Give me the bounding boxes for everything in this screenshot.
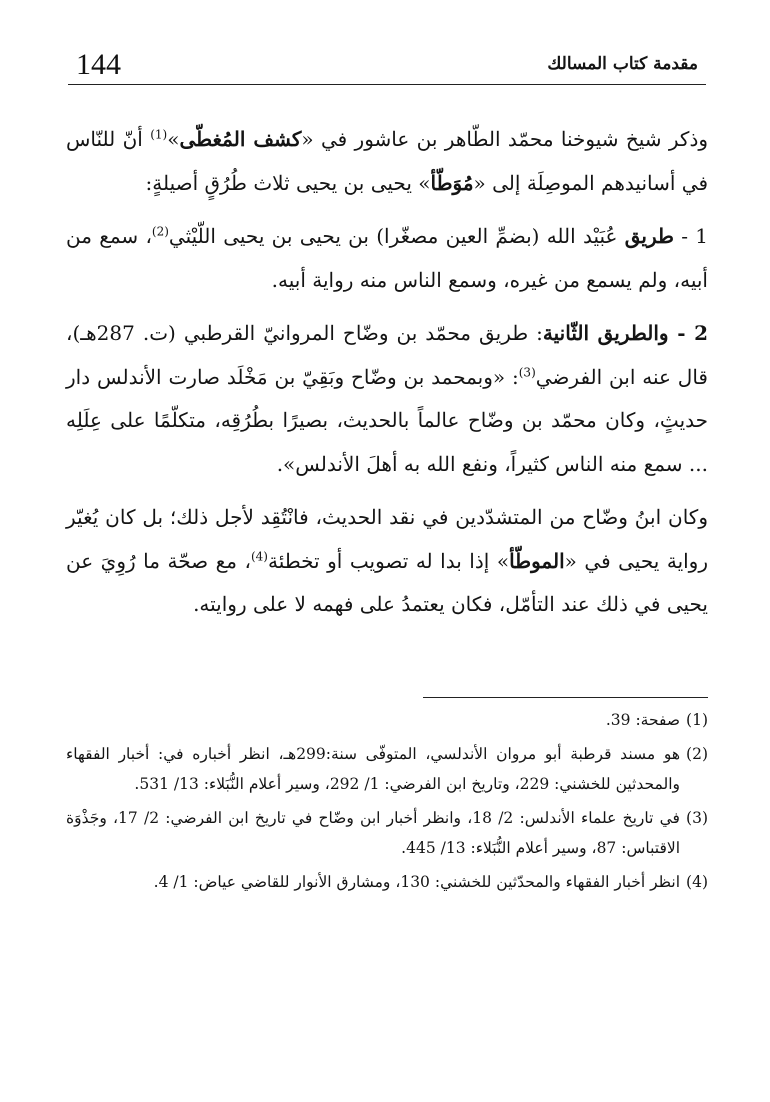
footnote-text: صفحة: 39. — [605, 711, 680, 729]
footnote-4 — [66, 867, 708, 897]
path-heading-bold: طريق — [624, 224, 674, 248]
text-run: : «وبمحمد بن وضّاح وبَقِيّ بن مَخْلَد صارت الأندلس دار حديثٍ، وكان محمّد بن وضّاح عالماً بالحديث، بصيرًا بطُرُقِه، متكلّمًا على عِلَلِه ... سمع منه الناس كثيراً، ونفع الله به أهلَ الأندلس». — [66, 364, 709, 476]
page-header — [68, 44, 706, 85]
footnote-1 — [66, 705, 708, 735]
footnote-3 — [66, 803, 708, 863]
footnote-text: انظر أخبار الفقهاء والمحدّثين للخشني: 130، ومشارق الأنوار للقاضي عياض: 1/ 4. — [153, 873, 680, 891]
item-number: 2 - — [668, 321, 709, 345]
footnote-ref-3[interactable]: (3) — [518, 364, 536, 379]
text-run: » — [167, 127, 180, 151]
main-text — [66, 118, 708, 627]
text-run: أنّ للنّاس في أسانيدهم الموصِلَة إلى « — [66, 127, 708, 195]
book-title-bold: كشف المُغطّى — [179, 127, 302, 151]
running-title: مقدمة كتاب المسالك — [547, 54, 698, 74]
footnote-number: (2) — [686, 745, 708, 763]
paragraph-ibn-waddah — [66, 496, 708, 627]
path-heading-bold: والطريق الثّانية — [542, 321, 669, 345]
paragraph-second-path — [66, 312, 708, 486]
item-number: 1 - — [673, 224, 708, 248]
text-run: : طريق محمّد بن وضّاح المروانيّ القرطبي (ت. 287هـ)، قال عنه ابن الفرضي — [66, 321, 708, 389]
page-number: 144 — [76, 48, 121, 81]
footnote-ref-4[interactable]: (4) — [250, 548, 268, 563]
text-run: وذكر شيخ شيوخنا محمّد الطّاهر بن عاشور في « — [301, 127, 709, 151]
footnote-2 — [66, 739, 708, 799]
footnote-text: في تاريخ علماء الأندلس: 2/ 18، وانظر أخبار ابن وضّاح في تاريخ ابن الفرضي: 2/ 17، وجَذْوَة الاقتباس: 87، وسير أعلام النُّبَلاء: 13/ 445. — [66, 809, 680, 857]
muwatta-bold: مُوَطّأ — [430, 170, 474, 195]
paragraph-intro — [66, 118, 708, 205]
footnote-ref-2[interactable]: (2) — [151, 224, 169, 239]
footnotes — [66, 705, 708, 901]
footnote-number: (3) — [686, 809, 708, 827]
text-run: ، مع صحّة ما رُوِيَ عن يحيى في ذلك عند التأمّل، فكان يعتمدُ على فهمه لا على روايته. — [66, 548, 708, 616]
footnote-number: (1) — [686, 711, 708, 729]
paragraph-first-path — [66, 215, 708, 302]
footnote-text: هو مسند قرطبة أبو مروان الأندلسي، المتوفّى سنة:299هـ، انظر أخباره في: أخبار الفقهاء والمحدثين للخشني: 229، وتاريخ ابن الفرضي: 1/ 292، وسير أعلام النُّبَلاء: 13/ 531. — [66, 745, 681, 793]
footnote-number: (4) — [686, 873, 708, 891]
text-run: » إذا بدا له تصويب أو تخطئة — [267, 548, 510, 573]
text-run: وكان ابنُ وضّاح من المتشدّدين في نقد الحديث، فانْتُقِد لأجل ذلك؛ بل كان يُغيّر رواية يحيى في « — [66, 505, 709, 573]
footnote-separator — [423, 697, 708, 698]
text-run: عُبَيْد الله (بضمِّ العين مصغّرا) بن يحيى بن يحيى اللّيْثي — [168, 224, 625, 248]
footnote-ref-1[interactable]: (1) — [150, 127, 168, 142]
text-run: » يحيى بن يحيى ثلاث طُرُقٍ أصيلةٍ: — [145, 170, 431, 195]
text-run: ، سمع من أبيه، ولم يسمع من غيره، وسمع الناس منه رواية أبيه. — [66, 224, 708, 292]
muwatta-bold: الموطّأ — [509, 548, 565, 573]
